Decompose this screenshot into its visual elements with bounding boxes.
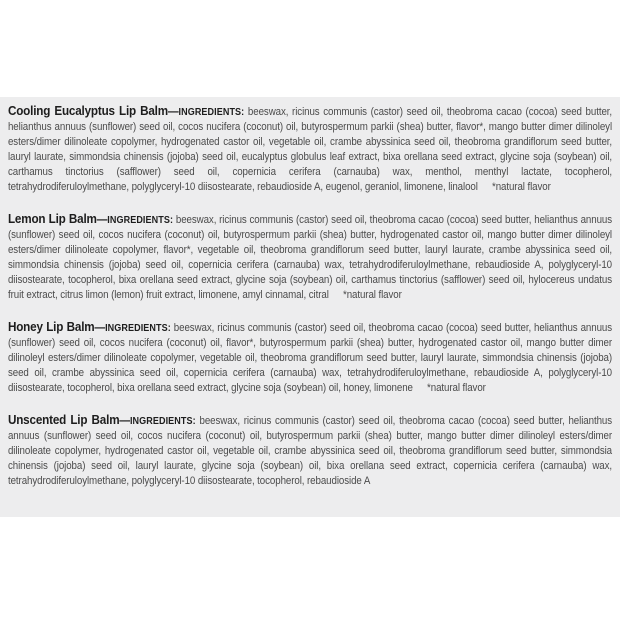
product-name: Honey Lip Balm [7,319,95,334]
product-name: Unscented Lip Balm [7,412,120,427]
product-paragraph-unscented [8,412,612,489]
ingredients-heading: INGREDIENTS: [129,416,196,427]
ingredients-heading: INGREDIENTS: [107,215,174,226]
product-name: Cooling Eucalyptus Lip Balm [7,103,168,118]
ingredients-heading: INGREDIENTS: [105,323,171,334]
name-ingredients-dash: — [96,212,108,226]
ingredients-label-panel [0,97,620,517]
natural-flavor-footnote: *natural flavor [427,382,486,394]
ingredients-text: beeswax, ricinus communis (castor) seed oil, theobroma cacao (cocoa) seed butter, helianthus annuus (sunflower) seed oil, cocos nucifera (coconut) oil, butyrospermum parkii (shea) butter, flavor*, mango butter dimer dilinoleyl esters/dimer dilinoleate copolymer, hydrogenated castor oil, vegetable oil, crambe abyssinica seed oil, theobroma grandiflorum seed butter, lauryl laurate, simmondsia chinensis (jojoba) seed oil, eucalyptus globulus leaf extract, bixa orellana seed extract, glycine soja (soybean) oil, carthamus tinctorius (safflower) seed oil, copernicia cerifera (carnauba) wax, menthol, menthyl lactate, tocopherol, tetrahydrodiferuloylmethane, polyglyceryl-10 diisostearate, rebaudioside A, eugenol, geraniol, limonene, linalool [7,106,613,193]
product-name: Lemon Lip Balm [7,211,97,226]
ingredients-text: beeswax, ricinus communis (castor) seed oil, theobroma cacao (cocoa) seed butter, helianthus annuus (sunflower) seed oil, cocos nucifera (coconut) oil, butyrospermum parkii (shea) butter, mango butter dimer dilinoleyl esters/dimer dilinoleate copolymer, hydrogenated castor oil, vegetable oil, crambe abyssinica seed oil, theobroma grandiflorum seed butter, simmondsia chinensis (jojoba) seed oil, lauryl laurate, glycine soja (soybean) oil, bixa orellana seed extract, copernicia cerifera (carnauba) wax, tetrahydrodiferuloylmethane, polyglyceryl-10 diisostearate, tocopherol, rebaudioside A [7,415,613,487]
product-paragraph-cooling-eucalyptus [8,103,612,195]
ingredients-text: beeswax, ricinus communis (castor) seed oil, theobroma cacao (cocoa) seed butter, helianthus annuus (sunflower) seed oil, cocos nucifera (coconut) oil, flavor*, butyrospermum parkii (shea) butter, hydrogenated castor oil, mango butter dimer dilinoleyl esters/dimer dilinoleate copolymer, vegetable oil, theobroma grandiflorum seed butter, lauryl laurate, simmondsia chinensis (jojoba) seed oil, crambe abyssinica seed oil, copernicia cerifera (carnauba) wax, tetrahydrodiferuloylmethane, rebaudioside A, polyglyceryl-10 diisostearate, tocopherol, bixa orellana seed extract, glycine soja (soybean) oil, honey, limonene [7,322,613,394]
name-ingredients-dash: — [119,413,130,427]
product-paragraph-lemon [8,211,612,303]
ingredients-heading: INGREDIENTS: [178,107,245,118]
natural-flavor-footnote [370,475,384,487]
ingredients-text: beeswax, ricinus communis (castor) seed oil, theobroma cacao (cocoa) seed butter, helianthus annuus (sunflower) seed oil, cocos nucifera (coconut) oil, butyrospermum parkii (shea) butter, hydrogenated castor oil, mango butter dimer dilinoleyl esters/dimer dilinoleate copolymer, flavor*, vegetable oil, theobroma grandiflorum seed butter, lauryl laurate, crambe abyssinica seed oil, simmondsia chinensis (jojoba) seed oil, copernicia cerifera (carnauba) wax, tetrahydrodiferuloylmethane, rebaudioside A, polyglyceryl-10 diisostearate, tocopherol, bixa orellana seed extract, glycine soja (soybean) oil, carthamus tinctorius (safflower) seed oil, hylocereus undatus fruit extract, citrus limon (lemon) fruit extract, limonene, amyl cinnamal, citral [7,214,613,301]
natural-flavor-footnote: *natural flavor [342,289,402,301]
name-ingredients-dash: — [167,104,179,118]
natural-flavor-footnote: *natural flavor [491,181,551,193]
product-paragraph-honey [8,319,612,396]
name-ingredients-dash: — [94,320,106,334]
ingredients-label-content [0,97,620,489]
